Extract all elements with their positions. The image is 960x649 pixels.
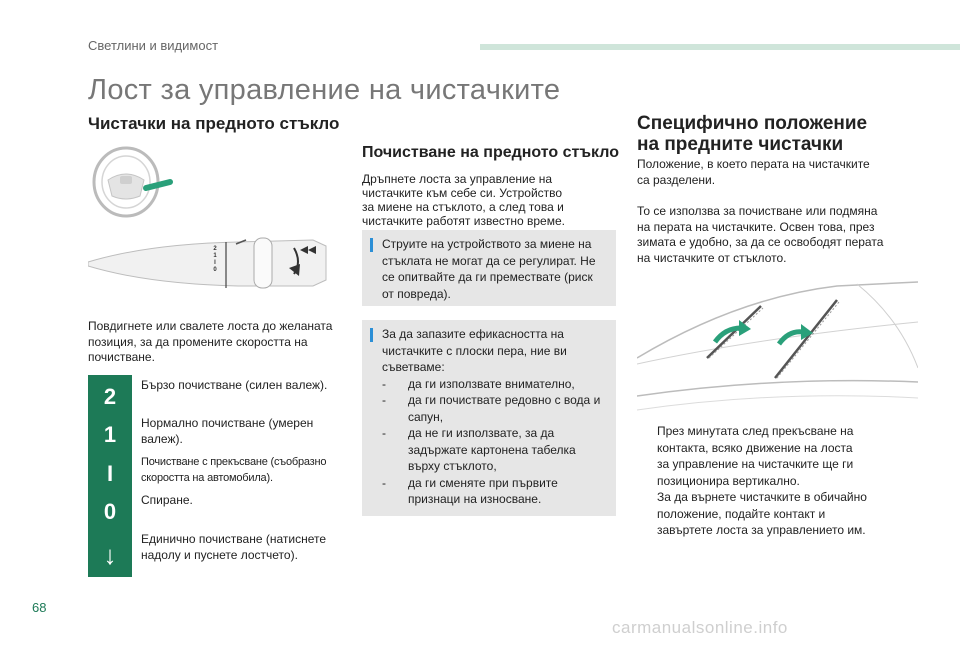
speed-1-label: [141, 415, 341, 447]
lever-mark: 2: [213, 246, 217, 252]
text-line: стъклата не могат да се регулират. Не: [382, 253, 596, 268]
single-wipe-badge: ↓: [88, 533, 132, 577]
text-line: да ги използвате внимателно,: [408, 376, 575, 391]
text-line: признаци на износване.: [408, 492, 542, 506]
special-position-para2: [637, 204, 937, 266]
note-text: [382, 326, 608, 508]
lever-mark: 0: [213, 267, 217, 273]
page-number: 68: [32, 600, 47, 615]
watermark: carmanualsonline.info: [612, 618, 788, 637]
flat-blade-advice-note: [362, 320, 616, 516]
text-line: Дръпнете лоста за управление на: [362, 172, 553, 186]
text-line: са разделени.: [637, 172, 716, 187]
list-item: [382, 475, 608, 508]
info-icon: [370, 238, 373, 252]
windscreen-wipers-illustration: [637, 278, 918, 418]
text-line: Почистване с прекъсване (съобразно: [141, 456, 327, 468]
text-line: контакта, всяко движение на лоста: [657, 440, 853, 455]
info-icon: [370, 328, 373, 342]
text-line: Нормално почистване (умерен: [141, 416, 314, 430]
text-line: надолу и пуснете лостчето).: [141, 548, 298, 562]
text-line: За да върнете чистачките в обичайно: [657, 490, 867, 504]
text-line: да ги сменяте при първите: [408, 475, 558, 490]
text-line: чистачките към себе си. Устройство: [362, 186, 563, 200]
text-line: сапун,: [408, 409, 444, 424]
steering-wheel-illustration: [88, 140, 188, 222]
bullet-icon: [637, 489, 657, 539]
list-item: [382, 392, 608, 425]
text-line: съветваме:: [382, 360, 445, 374]
text-line: През минутата след прекъсване на: [657, 424, 854, 438]
windscreen-wash-body: [362, 172, 612, 228]
lever-position-marks: [211, 246, 219, 274]
text-line: завъртете лоста за управлението им.: [657, 523, 866, 537]
note-text: [382, 236, 608, 302]
text-line: Струите на устройството за миене на: [382, 237, 592, 251]
text-line: чистачките работят известно време.: [362, 214, 565, 228]
text-line: почистване.: [88, 350, 155, 364]
speed-2-badge: 2: [88, 375, 132, 419]
list-item: [637, 489, 937, 539]
list-item: [382, 425, 608, 475]
text-line: чистачките с плоски пера, ние ви: [382, 343, 567, 358]
text-line: Бързо почистване (силен валеж).: [141, 378, 328, 392]
front-wipers-heading: Чистачки на предното стъкло: [88, 114, 340, 133]
text-line: положение, подайте контакт и: [657, 506, 826, 521]
special-position-para1: [637, 157, 937, 188]
list-item: [382, 376, 608, 393]
text-line: Спиране.: [141, 493, 193, 507]
text-line: позиционира вертикално.: [657, 473, 800, 488]
text-line: Повдигнете или свалете лоста до желаната: [88, 319, 333, 333]
dash: -: [382, 376, 386, 391]
text-line: върху стъклото,: [408, 459, 497, 473]
text-line: Положение, в което перата на чистачките: [637, 157, 870, 171]
front-wipers-intro: [88, 319, 348, 366]
text-line: за миене на стъклото, а след това и: [362, 200, 564, 214]
text-line: За да запазите ефикасността на: [382, 327, 564, 341]
text-line: на перата на чистачките. Освен това, през: [637, 219, 875, 234]
lever-mark: I: [214, 260, 216, 266]
special-position-bullets: [637, 423, 937, 539]
intermittent-label: [141, 454, 341, 486]
text-line: позиция, за да промените скоростта на: [88, 334, 308, 349]
bullet-icon: [637, 423, 657, 489]
text-line: от повреда).: [382, 286, 451, 301]
lever-mark: 1: [213, 253, 217, 259]
text-line: Единично почистване (натиснете: [141, 532, 327, 546]
off-label: [141, 492, 341, 508]
section-label: Светлини и видимост: [88, 38, 219, 53]
text-line: скоростта на автомобила).: [141, 472, 273, 484]
washer-jets-note: [362, 230, 616, 306]
text-line: валеж).: [141, 432, 183, 446]
text-line: се опитвайте да ги премествате (риск: [382, 270, 593, 284]
heading-line: на предните чистачки: [637, 134, 844, 155]
text-line: зимата е удобно, за да се освободят перата: [637, 235, 884, 249]
text-line: да ги почиствате редовно с вода и: [408, 393, 601, 407]
text-line: на чистачките от стъклото.: [637, 250, 787, 265]
text-line: То се използва за почистване или подмяна: [637, 204, 878, 218]
page-title: Лост за управление на чистачките: [88, 74, 561, 106]
off-badge: 0: [88, 490, 132, 534]
dash: -: [382, 393, 386, 407]
dash: -: [382, 475, 386, 490]
dash: -: [382, 426, 386, 440]
text-line: да не ги използвате, за да: [408, 426, 555, 440]
special-position-heading: [637, 113, 937, 155]
text-line: за управление на чистачките ще ги: [657, 457, 854, 471]
heading-line: Специфично положение: [637, 113, 868, 134]
single-wipe-label: [141, 531, 341, 563]
text-line: задържате картонена табелка: [408, 442, 576, 457]
windscreen-wash-heading: Почистване на предното стъкло: [362, 144, 619, 161]
header-accent-bar: [480, 44, 960, 50]
speed-1-badge: 1: [88, 413, 132, 457]
intermittent-badge: I: [88, 452, 132, 496]
list-item: [637, 423, 937, 489]
speed-2-label: [141, 377, 341, 393]
